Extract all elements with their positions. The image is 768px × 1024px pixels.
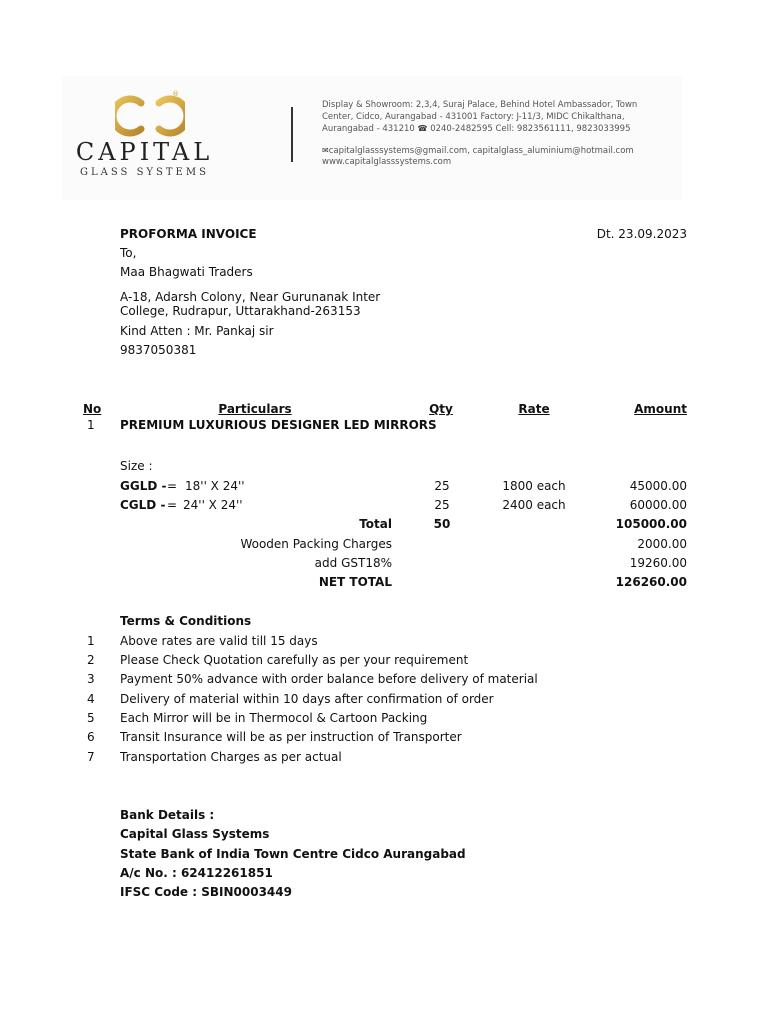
item-title: PREMIUM LUXURIOUS DESIGNER LED MIRRORS — [120, 418, 437, 432]
term-number: 5 — [87, 711, 95, 725]
brand-name: CAPITAL — [75, 138, 214, 166]
header-no: No — [83, 402, 102, 416]
row-amount: 45000.00 — [629, 479, 687, 493]
row-equals: = — [167, 479, 178, 493]
term-number: 1 — [87, 634, 95, 648]
row-qty: 25 — [434, 498, 450, 512]
packing-amount: 2000.00 — [637, 537, 687, 551]
item-number: 1 — [87, 418, 95, 432]
term-text: Transportation Charges as per actual — [120, 750, 342, 764]
packing-label: Wooden Packing Charges — [240, 537, 392, 551]
bank-account-number: A/c No. : 62412261851 — [120, 866, 273, 880]
capital-logo-icon — [115, 95, 185, 137]
email-icon: ✉ — [322, 146, 329, 155]
address-line-1: Display & Showroom: 2,3,4, Suraj Palace, Behind Hotel Ambassador, Town — [322, 100, 638, 110]
address-line-3 — [322, 124, 630, 134]
email-text: capitalglasssystems@gmail.com, capitalglass_aluminium@hotmail.com — [328, 146, 634, 156]
row-equals: = — [167, 498, 178, 512]
customer-phone: 9837050381 — [120, 343, 197, 357]
row-code: CGLD - — [120, 498, 166, 512]
bank-name: State Bank of India Town Centre Cidco Aurangabad — [120, 847, 466, 861]
term-text: Please Check Quotation carefully as per your requirement — [120, 653, 469, 667]
row-amount: 60000.00 — [629, 498, 687, 512]
website-line: www.capitalglasssystems.com — [322, 157, 452, 167]
term-text: Delivery of material within 10 days after confirmation of order — [120, 692, 494, 706]
total-amount: 105000.00 — [615, 517, 687, 531]
bank-account-name: Capital Glass Systems — [120, 827, 270, 841]
invoice-title: PROFORMA INVOICE — [120, 227, 257, 241]
gst-amount: 19260.00 — [629, 556, 687, 570]
header-particulars: Particulars — [218, 402, 292, 416]
to-label: To, — [120, 246, 137, 260]
term-text: Each Mirror will be in Thermocol & Cartoon Packing — [120, 711, 428, 725]
term-number: 7 — [87, 750, 95, 764]
address-line-3-post: 0240-2482595 Cell: 9823561111, 9823033995 — [430, 124, 631, 134]
term-text: Above rates are valid till 15 days — [120, 634, 318, 648]
customer-address-line-1: A-18, Adarsh Colony, Near Gurunanak Inter — [120, 290, 381, 304]
customer-name: Maa Bhagwati Traders — [120, 265, 253, 279]
header-rate: Rate — [518, 402, 550, 416]
registered-mark: ® — [172, 90, 179, 98]
header-amount: Amount — [634, 402, 687, 416]
row-code: GGLD - — [120, 479, 167, 493]
term-text: Transit Insurance will be as per instruction of Transporter — [120, 730, 462, 744]
row-rate: 1800 each — [502, 479, 566, 493]
term-number: 4 — [87, 692, 95, 706]
total-qty: 50 — [433, 517, 451, 531]
row-qty: 25 — [434, 479, 450, 493]
attention-line: Kind Atten : Mr. Pankaj sir — [120, 324, 274, 338]
customer-address-line-2: College, Rudrapur, Uttarakhand-263153 — [120, 304, 361, 318]
net-total-label: NET TOTAL — [318, 575, 392, 589]
gst-label: add GST18% — [314, 556, 392, 570]
brand-subtitle: GLASS SYSTEMS — [80, 167, 209, 178]
net-total-amount: 126260.00 — [615, 575, 687, 589]
row-size: 18'' X 24'' — [185, 479, 245, 493]
term-text: Payment 50% advance with order balance before delivery of material — [120, 672, 538, 686]
bank-title: Bank Details : — [120, 808, 215, 822]
bank-ifsc: IFSC Code : SBIN0003449 — [120, 885, 292, 899]
row-size: 24'' X 24'' — [183, 498, 243, 512]
size-label: Size : — [120, 459, 153, 473]
invoice-date: Dt. 23.09.2023 — [596, 227, 687, 241]
terms-title: Terms & Conditions — [120, 614, 252, 628]
term-number: 3 — [87, 672, 95, 686]
phone-icon: ☎ — [417, 124, 428, 133]
address-line-3-pre: Aurangabad - 431210 — [322, 124, 415, 134]
term-number: 2 — [87, 653, 95, 667]
term-number: 6 — [87, 730, 95, 744]
total-label: Total — [359, 517, 392, 531]
letterhead-divider — [291, 107, 293, 162]
email-line — [322, 146, 634, 156]
address-line-2: Center, Cidco, Aurangabad - 431001 Factory: J-11/3, MIDC Chikalthana, — [322, 112, 625, 122]
row-rate: 2400 each — [502, 498, 566, 512]
header-qty: Qty — [429, 402, 453, 416]
